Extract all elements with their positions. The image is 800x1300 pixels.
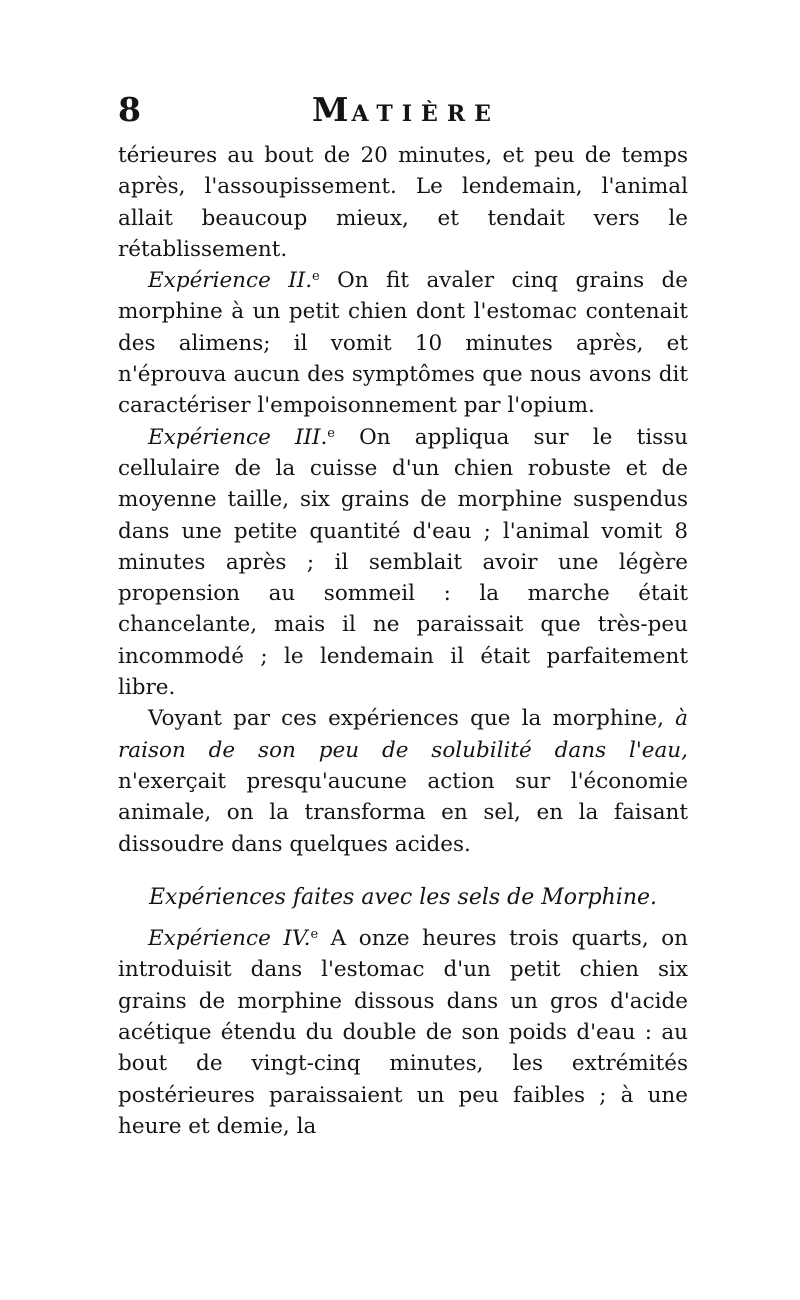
section-heading: Expériences faites avec les sels de Morphine. xyxy=(148,884,658,910)
paragraph-text: On fit avaler cinq grains de morphine à un petit chien dont l'estomac contenait des alimens; il vomit 10 minutes après, et n'éprouva aucun des symptômes que nous avons dit caractériser l'empoisonnement par l'opium. xyxy=(118,268,689,419)
page-header xyxy=(112,90,712,134)
ordinal-superscript: e xyxy=(312,269,320,285)
italic-phrase: à raison de son peu de solubilité dans l'eau, xyxy=(118,706,688,763)
experience-label: Expérience IV. xyxy=(148,926,311,952)
running-title-rest: ATIÈRE xyxy=(351,101,500,127)
experience-label: Expérience III. xyxy=(148,424,328,450)
paragraph-experience-4 xyxy=(118,923,688,1142)
paragraph-experience-2 xyxy=(118,265,688,421)
body-text xyxy=(118,140,688,1142)
experience-label: Expérience II. xyxy=(148,268,313,294)
paragraph-text: On appliqua sur le tissu cellulaire de la cuisse d'un chien robuste et de moyenne taille, six grains de morphine suspendus dans une petite quantité d'eau ; l'animal vomit 8 minutes après ; il semblait avoir une légère propension au sommeil : la marche était chancelante, mais il ne paraissait que très-peu incommodé ; le lendemain il était parfaitement libre. xyxy=(118,424,688,701)
paragraph-text: n'exerçait presqu'aucune action sur l'économie animale, on la transforma en sel, en la faisant dissoudre dans quelques acides. xyxy=(118,768,688,857)
paragraph-continuation: térieures au bout de 20 minutes, et peu de temps après, l'assoupissement. Le lendemain, l'animal allait beaucoup mieux, et tendait vers le rétablissement. xyxy=(118,143,688,262)
ordinal-superscript: e xyxy=(327,425,335,441)
paragraph-text: Voyant par ces expériences que la morphine, xyxy=(148,706,676,732)
paragraph-text: A onze heures trois quarts, on introduisit dans l'estomac d'un petit chien six grains de morphine dissous dans un gros d'acide acétique étendu du double de son poids d'eau : au bout de vingt-cinq minutes, les extrémités postérieures paraissaient un peu faibles ; à une heure et demie, la xyxy=(118,926,688,1139)
ordinal-superscript: e xyxy=(310,927,319,943)
page-number: 8 xyxy=(118,90,141,129)
running-title xyxy=(312,90,500,129)
paragraph-experience-3 xyxy=(118,422,688,704)
running-title-initial: M xyxy=(312,90,352,129)
paragraph-observation xyxy=(118,703,688,859)
